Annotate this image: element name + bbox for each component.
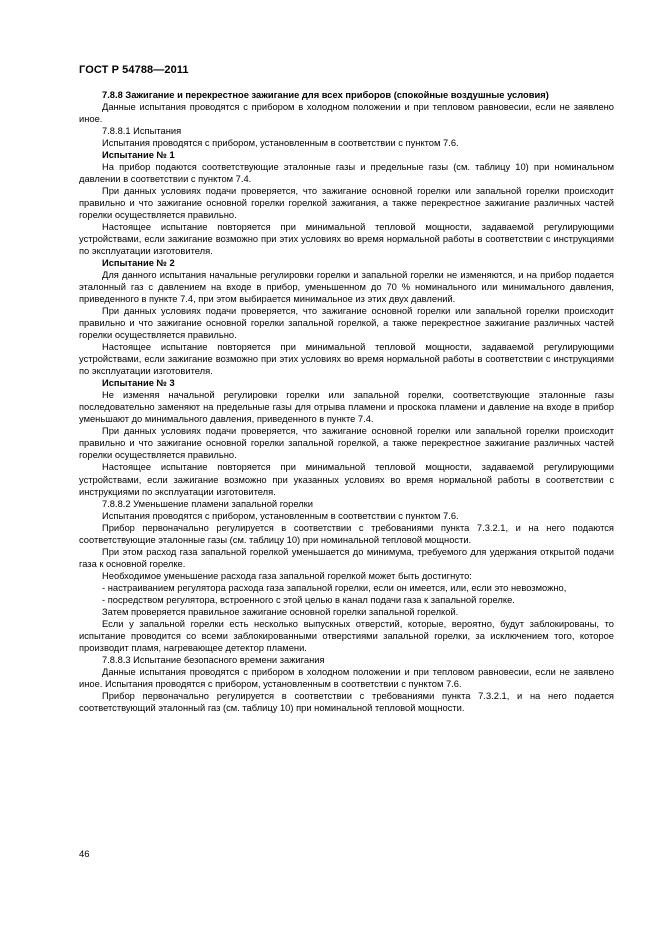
paragraph: Для данного испытания начальные регулировки горелки и запальной горелки не изменяются, и на прибор подается эталонный газ с давлением на входе в прибор, уменьшенном до 70 % номинального или минимального давления, приведенного в пункте 7.4, при этом выбирается минимальное из этих двух давлений. <box>79 270 614 305</box>
list-item: - посредством регулятора, встроенного с этой целью в канал подачи газа к запальной горелке. <box>102 594 515 605</box>
section-heading: 7.8.8 Зажигание и перекрестное зажигание для всех приборов (спокойные воздушные условия) <box>102 90 549 100</box>
paragraph: Прибор первоначально регулируется в соответствии с требованиями пункта 7.3.2.1, и на него подается соответствующий эталонный газ (см. таблицу 10) при номинальной тепловой мощности. <box>79 690 614 713</box>
paragraph: Данные испытания проводятся с прибором в холодном положении и при тепловом равновесии, если не заявлено иное. <box>79 102 614 125</box>
paragraph: Не изменяя начальной регулировки горелки или запальной горелки, соответствующие эталонные газы последовательно заменяют на предельные газы для отрыва пламени и проскока пламени и давление на входе в прибор уменьшают до минимального давления, приведенного в пункте 7.4. <box>79 390 614 425</box>
paragraph: Испытания проводятся с прибором, установленным в соответствии с пунктом 7.6. <box>102 510 459 521</box>
document-header: ГОСТ Р 54788—2011 <box>79 64 189 76</box>
paragraph: Настоящее испытание повторяется при минимальной тепловой мощности, задаваемой регулирующими устройствами, если зажигание возможно при указанных условиях во время нормальной работы в соответствии с инструкциями по эксплуатации изготовителя. <box>79 462 614 497</box>
test-heading: Испытание № 3 <box>102 378 175 389</box>
paragraph: При этом расход газа запальной горелкой уменьшается до минимума, требуемого для удержания открытой подачи газа к основной горелке. <box>79 546 614 569</box>
paragraph: Настоящее испытание повторяется при минимальной тепловой мощности, задаваемой регулирующими устройствами, если зажигание возможно при этих условиях во время нормальной работы в соответствии с инструкциями по эксплуатации изготовителя. <box>79 342 614 377</box>
page-number: 46 <box>79 849 90 860</box>
paragraph: При данных условиях подачи проверяется, что зажигание основной горелки или запальной горелки происходит правильно и что зажигание основной горелки горелкой зажигания, а также перекрестное зажигание различных частей горелки осуществляется правильно. <box>79 186 614 221</box>
paragraph: Данные испытания проводятся с прибором в холодном положении и при тепловом равновесии, если не заявлено иное. Испытания проводятся с прибором, установленным в соответствии с пунктом 7.6. <box>79 666 614 689</box>
list-item: - настраиванием регулятора расхода газа запальной горелки, если он имеется, или, если это невозможно, <box>102 582 567 593</box>
subsection-heading: 7.8.8.3 Испытание безопасного времени зажигания <box>102 654 325 665</box>
document-body <box>79 89 614 714</box>
paragraph: При данных условиях подачи проверяется, что зажигание основной горелки или запальной горелки происходит правильно и что зажигание основной горелки запальной горелкой, а также перекрестное зажигание различных частей горелки осуществляется правильно. <box>79 306 614 341</box>
paragraph: Если у запальной горелки есть несколько выпускных отверстий, которые, вероятно, будут заблокированы, то испытание проводится со всеми заблокированными отверстиями запальной горелки, за исключением того, которое производит пламя, нагревающее детектор пламени. <box>79 618 614 653</box>
paragraph: На прибор подаются соответствующие эталонные газы и предельные газы (см. таблицу 10) при номинальном давлении в соответствии с пунктом 7.4. <box>79 162 614 185</box>
paragraph: Затем проверяется правильное зажигание основной горелки запальной горелкой. <box>102 606 459 617</box>
subsection-heading: 7.8.8.1 Испытания <box>102 126 182 137</box>
subsection-heading: 7.8.8.2 Уменьшение пламени запальной горелки <box>102 498 313 509</box>
test-heading: Испытание № 2 <box>102 258 175 269</box>
paragraph: При данных условиях подачи проверяется, что зажигание основной горелки или запальной горелки происходит правильно и что зажигание основной горелки запальной горелкой, а также перекрестное зажигание различных частей горелки осуществляется правильно. <box>79 426 614 461</box>
test-heading: Испытание № 1 <box>102 150 175 161</box>
paragraph: Настоящее испытание повторяется при минимальной тепловой мощности, задаваемой регулирующими устройствами, если зажигание возможно при этих условиях во время нормальной работы в соответствии с инструкциями по эксплуатации изготовителя. <box>79 222 614 257</box>
paragraph: Прибор первоначально регулируется в соответствии с требованиями пункта 7.3.2.1, и на него подаются соответствующие эталонные газы (см. таблицу 10) при номинальной тепловой мощности. <box>79 522 614 545</box>
paragraph: Испытания проводятся с прибором, установленным в соответствии с пунктом 7.6. <box>102 138 459 149</box>
paragraph: Необходимое уменьшение расхода газа запальной горелкой может быть достигнуто: <box>102 570 472 581</box>
